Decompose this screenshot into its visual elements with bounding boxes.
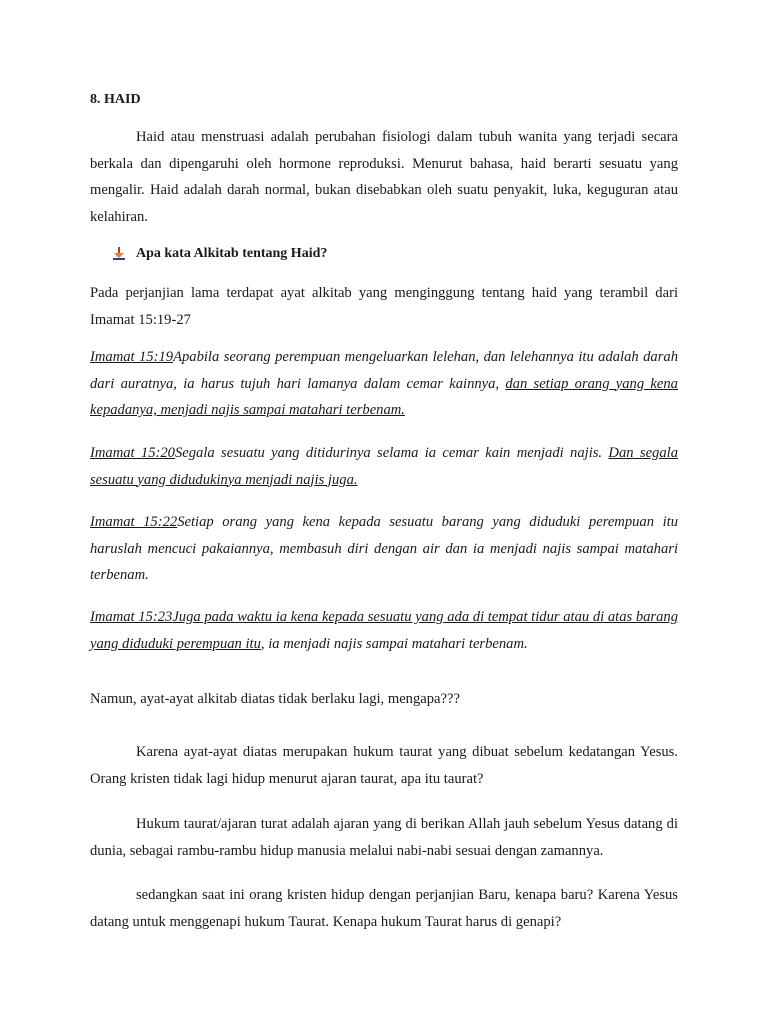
- verse-ref: Imamat 15:22: [90, 514, 178, 530]
- hukum-text: Hukum taurat/ajaran turat adalah ajaran yang di berikan Allah jauh sebelum Yesus datang di dunia, sebagai rambu-rambu hidup manusia melalui nabi-nabi sesuai dengan zamannya.: [90, 816, 678, 859]
- verse-ref: Imamat 15:19: [90, 349, 174, 365]
- sedangkan-paragraph: [90, 882, 678, 935]
- verse-underlined-text: dan setiap orang yang kena kepadanya, menjadi najis sampai matahari terbenam.: [90, 375, 678, 418]
- verse-paragraph: [90, 440, 678, 493]
- verse-text: Segala sesuatu yang ditidurinya selama ia cemar kain menjadi najis.: [174, 445, 609, 461]
- subheading-text: Apa kata Alkitab tentang Haid?: [136, 246, 328, 261]
- verse-text: Setiap orang yang kena kepada sesuatu barang yang diduduki perempuan itu haruslah mencuci pakaiannya, membasuh diri dengan air dan ia menjadi najis sampai matahari terbenam.: [90, 514, 678, 583]
- verse-ref: Imamat 15:23: [90, 609, 173, 625]
- section-heading: 8. HAID: [90, 92, 141, 107]
- ot-intro-paragraph: Pada perjanjian lama terdapat ayat alkitab yang menginggung tentang haid yang terambil dari Imamat 15:19-27: [90, 285, 678, 328]
- intro-paragraph: [90, 124, 678, 230]
- verse-paragraph: [90, 604, 678, 657]
- karena-text: Karena ayat-ayat diatas merupakan hukum taurat yang dibuat sebelum kedatangan Yesus. Orang kristen tidak lagi hidup menurut ajaran taurat, apa itu taurat?: [90, 744, 678, 787]
- verse-paragraph: [90, 344, 678, 424]
- verse-paragraph: [90, 509, 678, 589]
- verse-underlined-text: Dan segala sesuatu yang didudukinya menjadi najis juga.: [90, 445, 678, 488]
- sedangkan-text: sedangkan saat ini orang kristen hidup dengan perjanjian Baru, kenapa baru? Karena Yesus datang untuk menggenapi hukum Taurat. Kenapa hukum Taurat harus di genapi?: [90, 887, 678, 930]
- verse-underlined-text: Juga pada waktu ia kena kepada sesuatu yang ada di tempat tidur atau di atas barang yang diduduki perempuan itu: [90, 609, 678, 652]
- verse-text: , ia menjadi najis sampai matahari terbenam.: [260, 635, 528, 652]
- intro-text: Haid atau menstruasi adalah perubahan fisiologi dalam tubuh wanita yang terjadi secara berkala dan dipengaruhi oleh hormone reproduksi. Menurut bahasa, haid berarti sesuatu yang mengalir. Haid adalah darah normal, bukan disebabkan oleh suatu penyakit, luka, keguguran atau kelahiran.: [90, 129, 678, 225]
- arrow-down-bullet-icon: [112, 247, 126, 261]
- question-paragraph: Namun, ayat-ayat alkitab diatas tidak berlaku lagi, mengapa???: [90, 691, 460, 707]
- hukum-paragraph: [90, 811, 678, 864]
- karena-paragraph: [90, 739, 678, 792]
- subheading: [112, 246, 327, 262]
- verse-ref: Imamat 15:20: [90, 445, 175, 461]
- verse-text: Apabila seorang perempuan mengeluarkan lelehan, dan lelehannya itu adalah darah dari auratnya, ia harus tujuh hari lamanya dalam cemar kainnya,: [90, 349, 678, 392]
